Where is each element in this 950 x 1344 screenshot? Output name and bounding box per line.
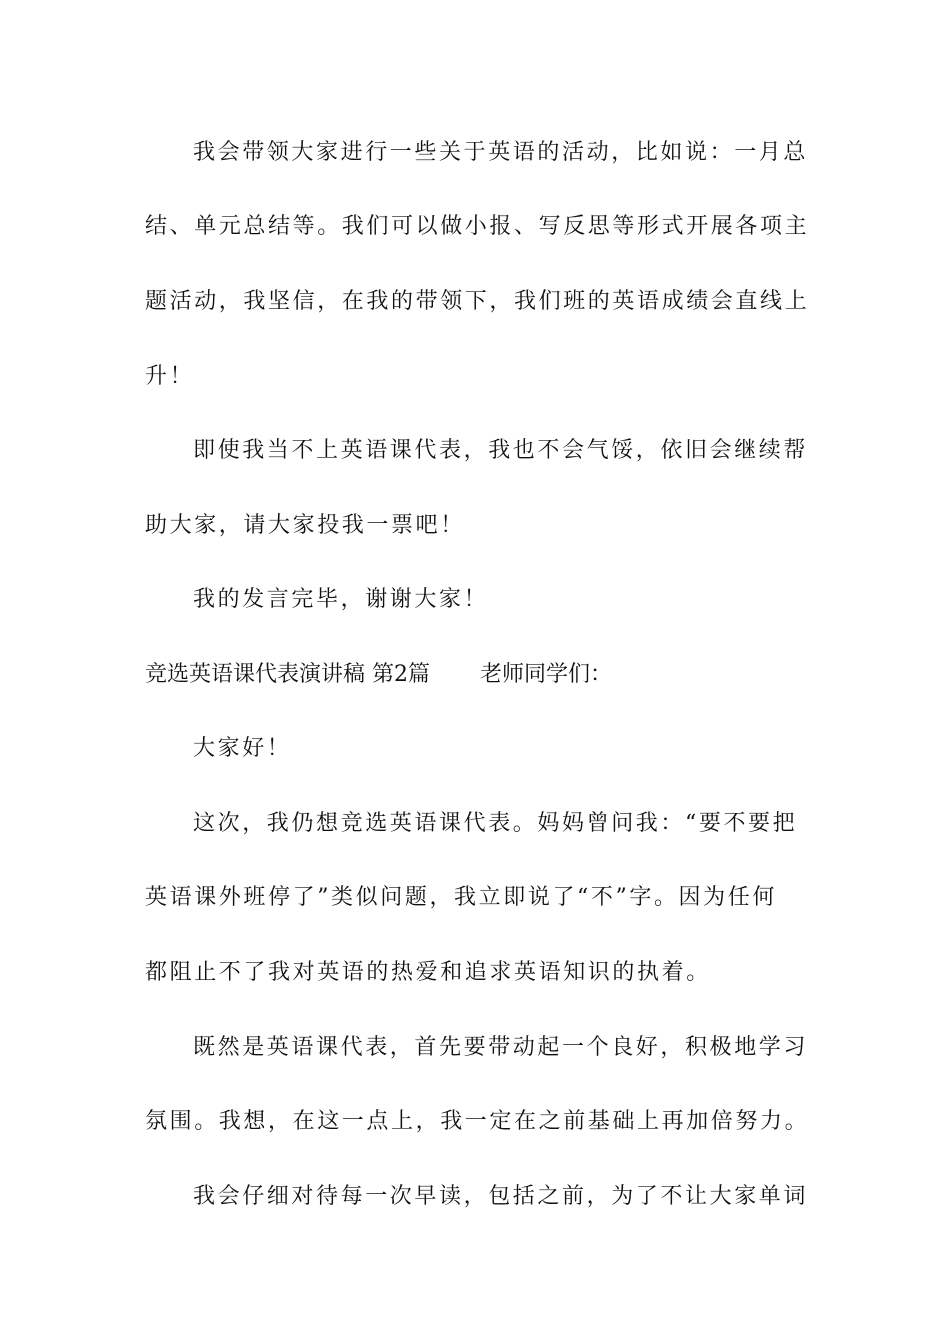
paragraph-line: 即使我当不上英语课代表，我也不会气馁，依旧会继续帮 (193, 438, 809, 463)
salutation: 老师同学们： (480, 662, 613, 687)
paragraph-line: 我的发言完毕，谢谢大家！ (193, 587, 489, 612)
section-title: 竞选英语课代表演讲稿 第2篇 (145, 662, 430, 687)
paragraph-line: 结、单元总结等。我们可以做小报、写反思等形式开展各项主 (145, 214, 810, 239)
paragraph-line: 升！ (145, 364, 195, 389)
paragraph-line: 都阻止不了我对英语的热爱和追求英语知识的执着。 (145, 960, 711, 985)
paragraph-line: 氛围。我想，在这一点上，我一定在之前基础上再加倍努力。 (145, 1109, 810, 1134)
paragraph-line: 英语课外班停了”类似问题，我立即说了“不”字。因为任何 (145, 885, 777, 910)
paragraph-line: 助大家，请大家投我一票吧！ (145, 513, 465, 538)
paragraph-line: 这次，我仍想竞选英语课代表。妈妈曾问我：“要不要把 (193, 811, 798, 836)
section-heading (145, 660, 805, 690)
paragraph-line: 大家好！ (193, 736, 292, 761)
paragraph-line: 既然是英语课代表，首先要带动起一个良好，积极地学习 (193, 1035, 809, 1060)
paragraph-line: 我会带领大家进行一些关于英语的活动，比如说：一月总 (193, 140, 809, 165)
paragraph-line: 题活动，我坚信，在我的带领下，我们班的英语成绩会直线上 (145, 289, 810, 314)
paragraph-line: 我会仔细对待每一次早读，包括之前，为了不让大家单词 (193, 1184, 809, 1209)
